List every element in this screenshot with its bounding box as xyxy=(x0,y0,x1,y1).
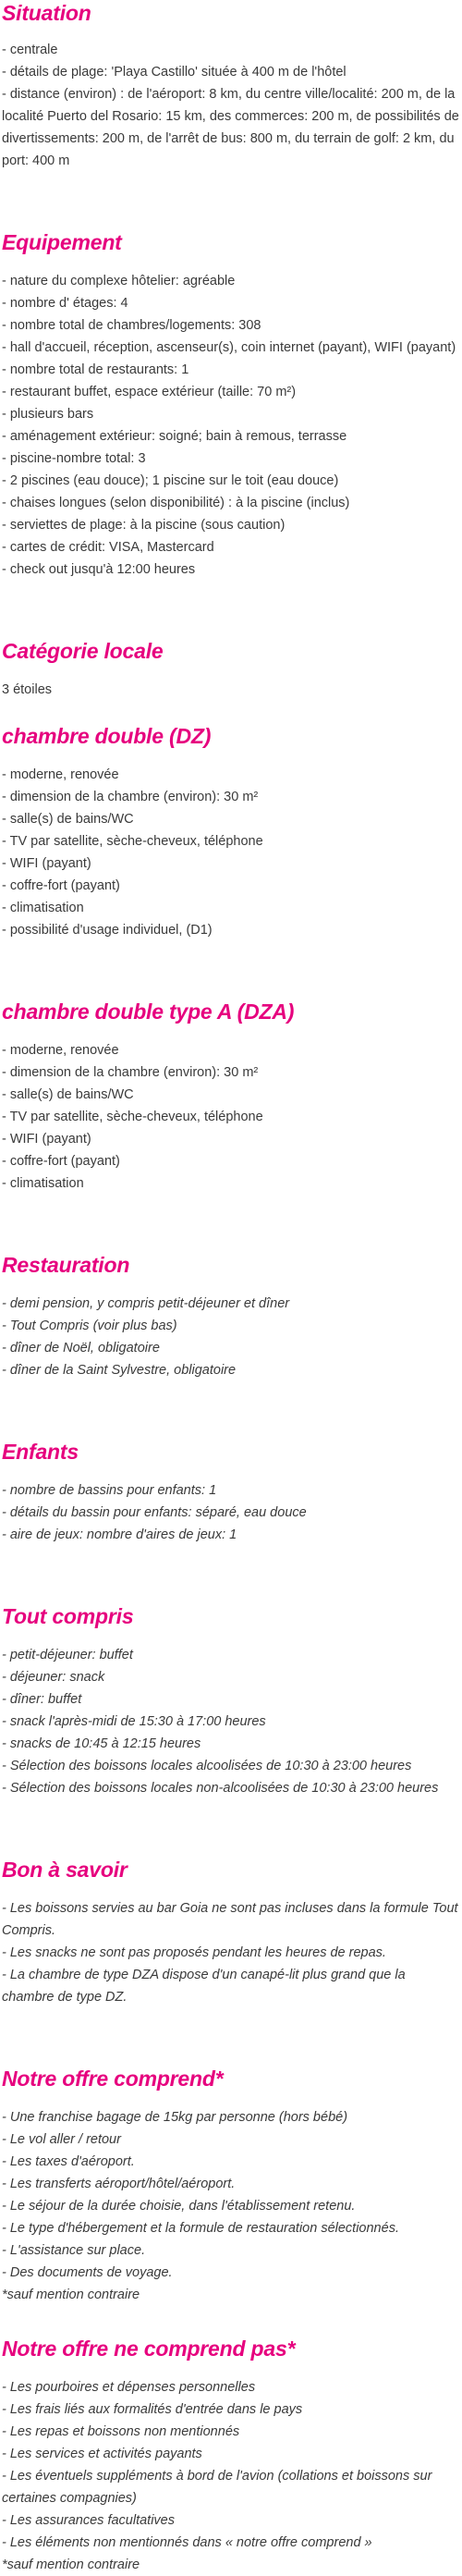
section-offre-comprend xyxy=(2,2066,460,2306)
list-item: - Tout Compris (voir plus bas) xyxy=(2,1315,460,1337)
list-item: - coffre-fort (payant) xyxy=(2,1150,460,1172)
offre-comprend-note: *sauf mention contraire xyxy=(2,2288,140,2302)
list-item: - dîner: buffet xyxy=(2,1688,460,1711)
bon-a-savoir-list xyxy=(2,1897,460,2008)
chambre-dza-list xyxy=(2,1039,460,1195)
section-title-enfants: Enfants xyxy=(2,1440,79,1464)
list-item: - Sélection des boissons locales non-alcoolisées de 10:30 à 23:00 heures xyxy=(2,1777,460,1799)
list-item: - WIFI (payant) xyxy=(2,853,460,875)
list-item: - nombre total de restaurants: 1 xyxy=(2,359,460,381)
list-item: - Les frais liés aux formalités d'entrée dans le pays xyxy=(2,2398,460,2421)
list-item: - dîner de Noël, obligatoire xyxy=(2,1337,460,1359)
list-item: - snacks de 10:45 à 12:15 heures xyxy=(2,1733,460,1755)
list-item: - snack l'après-midi de 15:30 à 17:00 heures xyxy=(2,1711,460,1733)
list-item: - serviettes de plage: à la piscine (sous caution) xyxy=(2,514,460,536)
list-item: - climatisation xyxy=(2,897,460,919)
tout-compris-list xyxy=(2,1644,460,1799)
list-item: - déjeuner: snack xyxy=(2,1666,460,1688)
section-title-situation: Situation xyxy=(2,1,91,25)
section-title-restauration: Restauration xyxy=(2,1253,130,1277)
list-item: - nombre de bassins pour enfants: 1 xyxy=(2,1479,460,1502)
list-item: - centrale xyxy=(2,39,460,61)
restauration-list xyxy=(2,1293,460,1381)
list-item: - moderne, renovée xyxy=(2,1039,460,1061)
list-item: - Le vol aller / retour xyxy=(2,2128,460,2151)
list-item: - plusieurs bars xyxy=(2,403,460,425)
offre-comprend-list xyxy=(2,2106,460,2284)
section-chambre-dz xyxy=(2,723,460,941)
list-item: - Une franchise bagage de 15kg par personne (hors bébé) xyxy=(2,2106,460,2128)
list-item: - nombre total de chambres/logements: 308 xyxy=(2,314,460,337)
list-item: - cartes de crédit: VISA, Mastercard xyxy=(2,536,460,558)
section-title-chambre-dza: chambre double type A (DZA) xyxy=(2,1000,295,1024)
list-item: - dimension de la chambre (environ): 30 m² xyxy=(2,1061,460,1084)
list-item: - climatisation xyxy=(2,1172,460,1195)
list-item: - Les taxes d'aéroport. xyxy=(2,2151,460,2173)
section-situation xyxy=(2,0,460,172)
list-item: - aménagement extérieur: soigné; bain à remous, terrasse xyxy=(2,425,460,448)
list-item: - Les boissons servies au bar Goia ne sont pas incluses dans la formule Tout Compris. xyxy=(2,1897,460,1942)
list-item: - Les transferts aéroport/hôtel/aéroport. xyxy=(2,2173,460,2195)
list-item: - aire de jeux: nombre d'aires de jeux: 1 xyxy=(2,1524,460,1546)
list-item: - salle(s) de bains/WC xyxy=(2,808,460,830)
list-item: - WIFI (payant) xyxy=(2,1128,460,1150)
list-item: - Le type d'hébergement et la formule de restauration sélectionnés. xyxy=(2,2217,460,2239)
list-item: - Le séjour de la durée choisie, dans l'établissement retenu. xyxy=(2,2195,460,2217)
list-item: - La chambre de type DZA dispose d'un canapé-lit plus grand que la chambre de type DZ. xyxy=(2,1964,460,2008)
section-tout-compris xyxy=(2,1603,460,1799)
list-item: - restaurant buffet, espace extérieur (taille: 70 m²) xyxy=(2,381,460,403)
list-item: - TV par satellite, sèche-cheveux, téléphone xyxy=(2,830,460,853)
list-item: - TV par satellite, sèche-cheveux, téléphone xyxy=(2,1106,460,1128)
list-item: - nombre d' étages: 4 xyxy=(2,292,460,314)
section-categorie xyxy=(2,638,460,701)
list-item: - check out jusqu'à 12:00 heures xyxy=(2,558,460,581)
enfants-list xyxy=(2,1479,460,1546)
list-item: - petit-déjeuner: buffet xyxy=(2,1644,460,1666)
list-item: - Les snacks ne sont pas proposés pendant les heures de repas. xyxy=(2,1942,460,1964)
list-item: - possibilité d'usage individuel, (D1) xyxy=(2,919,460,941)
section-equipement xyxy=(2,229,460,581)
section-title-tout-compris: Tout compris xyxy=(2,1604,134,1628)
list-item: - 2 piscines (eau douce); 1 piscine sur le toit (eau douce) xyxy=(2,470,460,492)
section-enfants xyxy=(2,1439,460,1546)
list-item: - nature du complexe hôtelier: agréable xyxy=(2,270,460,292)
section-chambre-dza xyxy=(2,999,460,1195)
list-item: - Les repas et boissons non mentionnés xyxy=(2,2421,460,2443)
section-title-categorie: Catégorie locale xyxy=(2,639,164,663)
list-item: - dîner de la Saint Sylvestre, obligatoire xyxy=(2,1359,460,1381)
categorie-value: 3 étoiles xyxy=(2,682,53,697)
section-title-offre-comprend: Notre offre comprend* xyxy=(2,2067,224,2091)
section-title-chambre-dz: chambre double (DZ) xyxy=(2,724,212,748)
section-restauration xyxy=(2,1252,460,1381)
list-item: - Les éventuels suppléments à bord de l'avion (collations et boissons sur certaines compagnies) xyxy=(2,2465,460,2509)
section-bon-a-savoir xyxy=(2,1857,460,2008)
list-item: - L'assistance sur place. xyxy=(2,2239,460,2262)
list-item: - salle(s) de bains/WC xyxy=(2,1084,460,1106)
list-item: - Les pourboires et dépenses personnelles xyxy=(2,2376,460,2398)
list-item: - dimension de la chambre (environ): 30 m² xyxy=(2,786,460,808)
list-item: - moderne, renovée xyxy=(2,764,460,786)
equipement-list xyxy=(2,270,460,581)
list-item: - Les services et activités payants xyxy=(2,2443,460,2465)
list-item: - hall d'accueil, réception, ascenseur(s), coin internet (payant), WIFI (payant) xyxy=(2,337,460,359)
offre-ne-comprend-pas-list xyxy=(2,2376,460,2554)
offre-ne-comprend-pas-note: *sauf mention contraire xyxy=(2,2558,140,2572)
list-item: - Les assurances facultatives xyxy=(2,2509,460,2532)
chambre-dz-list xyxy=(2,764,460,941)
section-title-equipement: Equipement xyxy=(2,230,122,254)
list-item: - détails du bassin pour enfants: séparé, eau douce xyxy=(2,1502,460,1524)
list-item: - distance (environ) : de l'aéroport: 8 km, du centre ville/localité: 200 m, de la localité Puerto del Rosario: 15 km, des commerces: 200 m, de possibilités de divertissements: 200 m, de l'arrêt de bus: 800 m, du terrain de golf: 2 km, du port: 400 m xyxy=(2,83,460,172)
list-item: - chaises longues (selon disponibilité) : à la piscine (inclus) xyxy=(2,492,460,514)
list-item: - Sélection des boissons locales alcoolisées de 10:30 à 23:00 heures xyxy=(2,1755,460,1777)
section-title-offre-ne-comprend-pas: Notre offre ne comprend pas* xyxy=(2,2337,296,2361)
section-offre-ne-comprend-pas xyxy=(2,2336,460,2576)
list-item: - piscine-nombre total: 3 xyxy=(2,448,460,470)
list-item: - détails de plage: 'Playa Castillo' située à 400 m de l'hôtel xyxy=(2,61,460,83)
list-item: - Les éléments non mentionnés dans « notre offre comprend » xyxy=(2,2532,460,2554)
list-item: - Des documents de voyage. xyxy=(2,2262,460,2284)
section-title-bon-a-savoir: Bon à savoir xyxy=(2,1858,128,1882)
situation-list xyxy=(2,39,460,172)
list-item: - demi pension, y compris petit-déjeuner et dîner xyxy=(2,1293,460,1315)
list-item: - coffre-fort (payant) xyxy=(2,875,460,897)
